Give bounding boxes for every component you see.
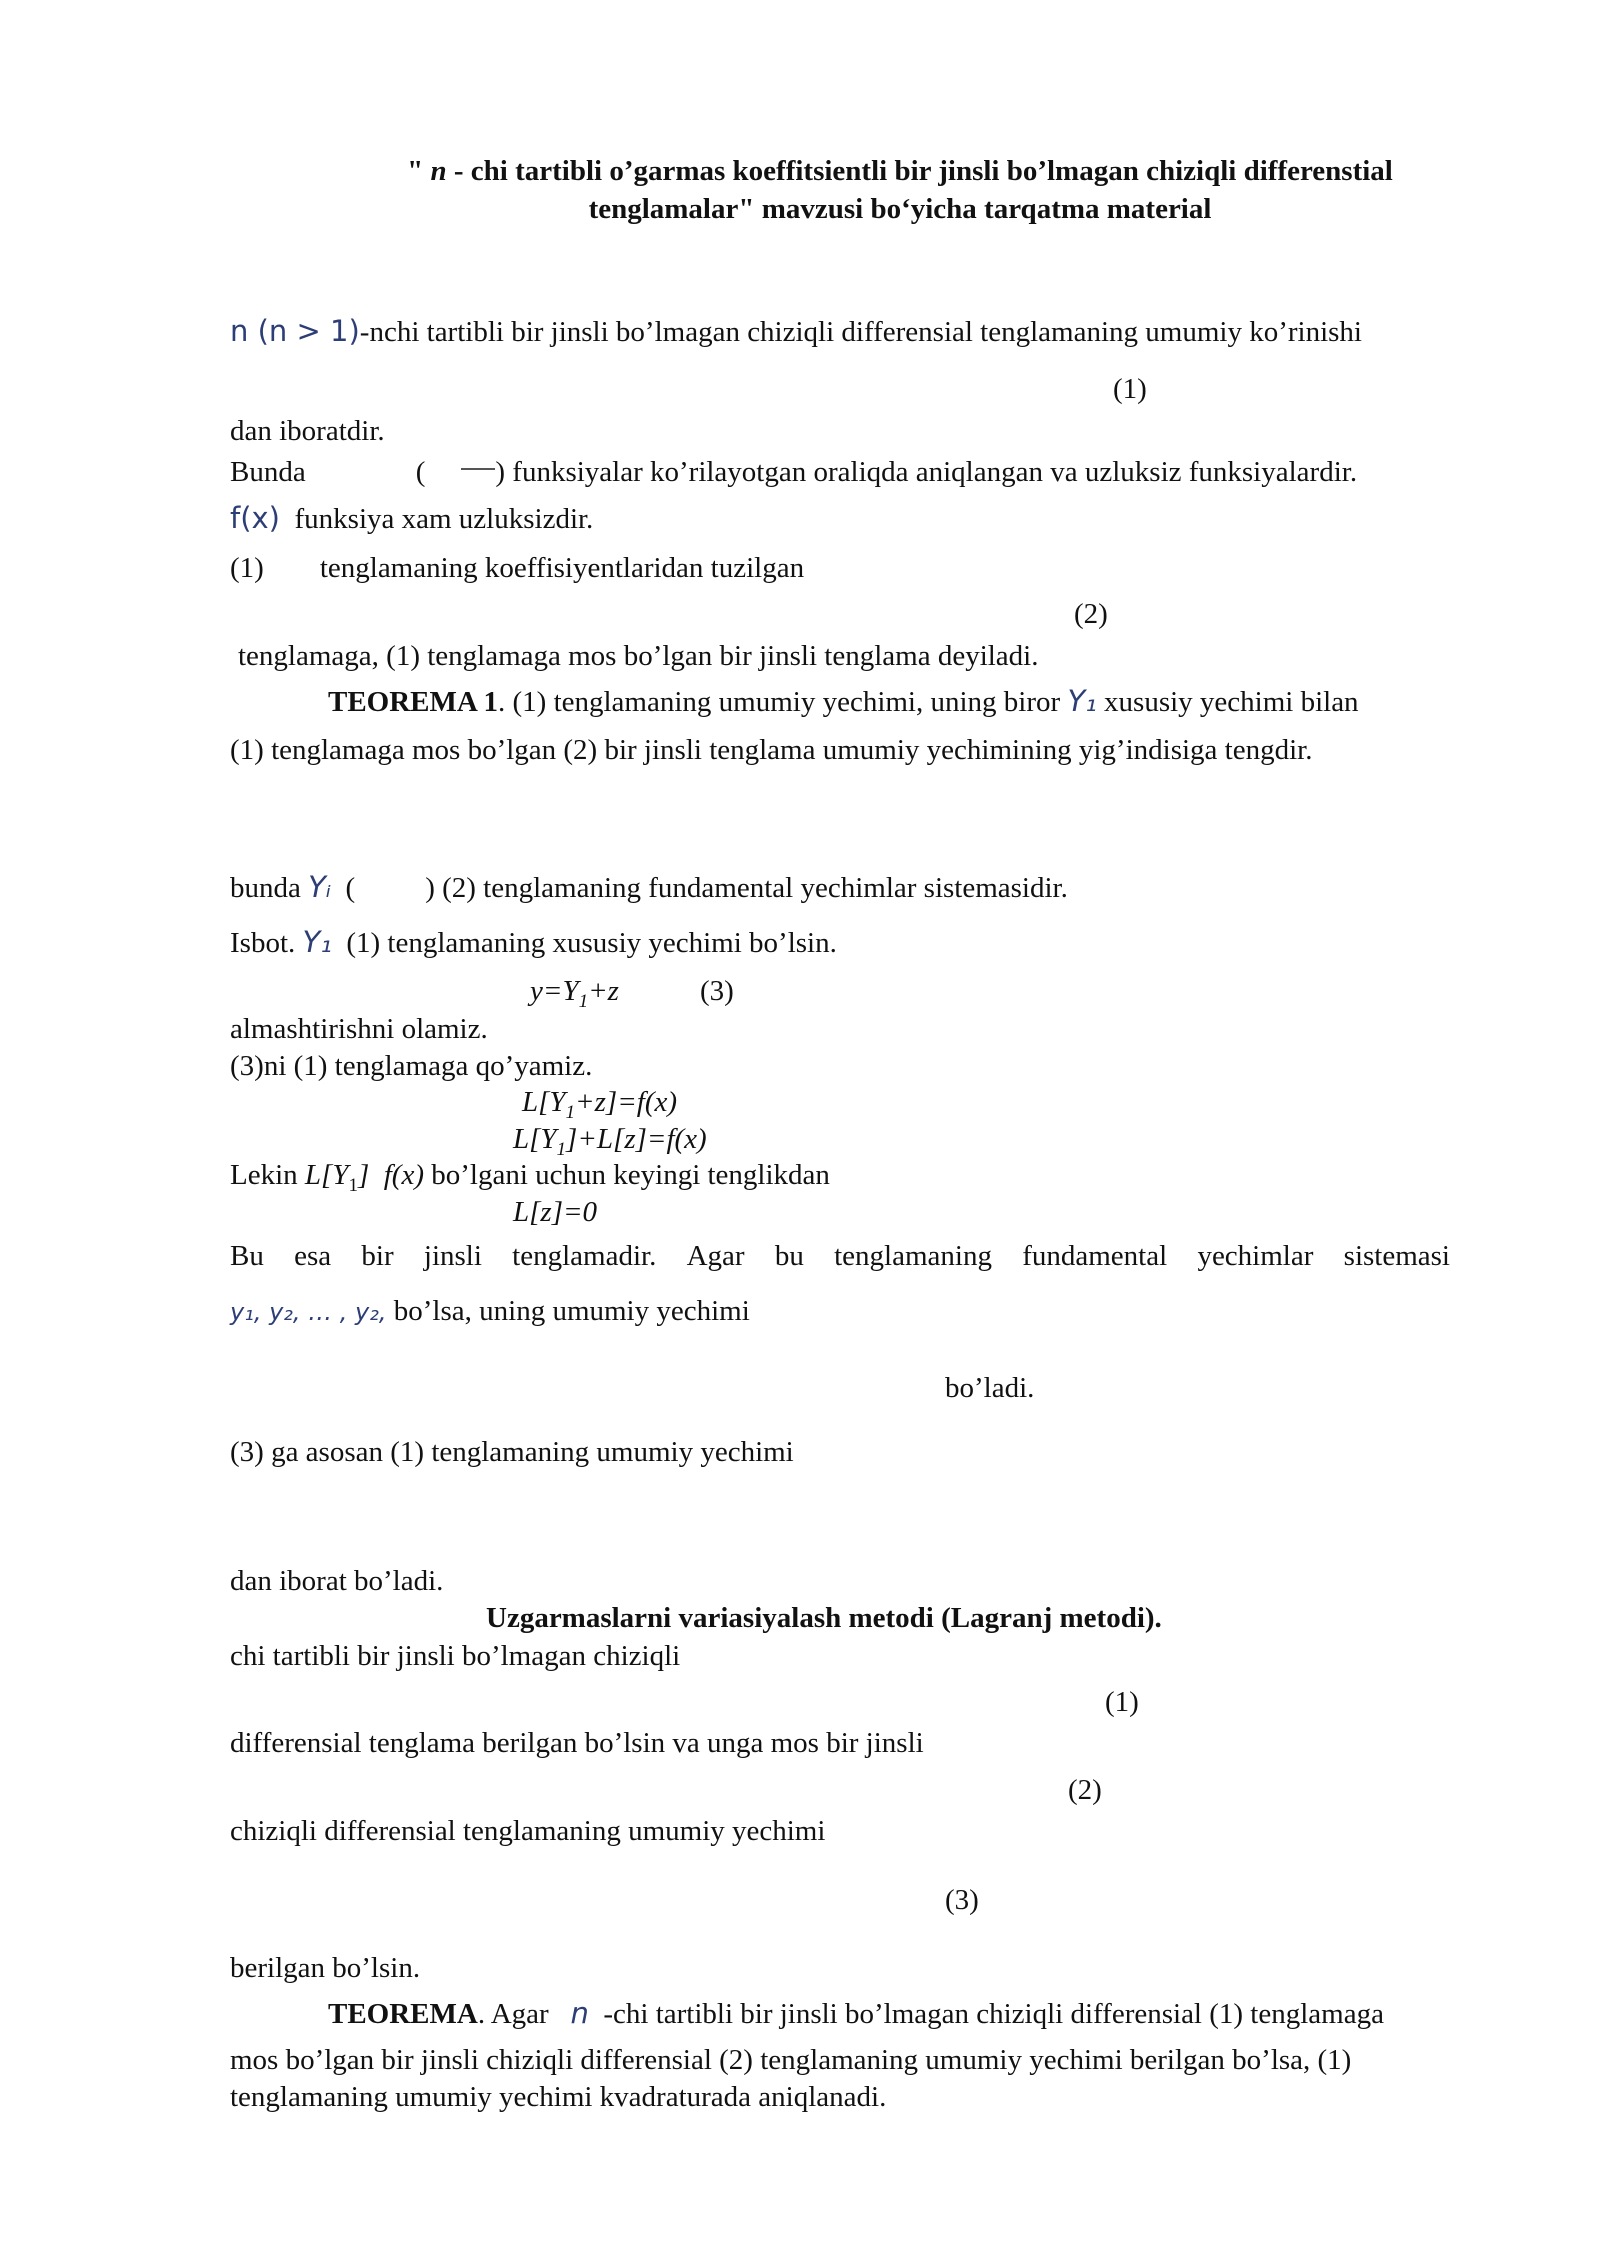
theorem-1-line-2: (1) tenglamaga mos bo’lgan (2) bir jinsli tenglama umumiy yechimining yig’indisiga tengdir. [230,734,1313,766]
lekin-text: bo’lgani uchun keyingi tenglikdan [431,1159,830,1191]
document-title-line-1 [230,152,1570,190]
theorem-2-line-2: mos bo’lgan bir jinsli chiziqli differensial (2) tenglamaning umumiy yechimi berilgan bo’lsa, (1) [230,2044,1352,2076]
eq5-a: L[Y [513,1123,557,1155]
paragraph-almashtirish: almashtirishni olamiz. [230,1013,488,1045]
theorem-2-line-1 [328,1995,1384,2032]
y1-y2-text: bo’lsa, uning umumiy yechimi [393,1295,750,1327]
equation-number-2b: (2) [1068,1774,1102,1806]
intro-text: -nchi tartibli bir jinsli bo’lmagan chiziqli differensial tenglamaning umumiy ko’rinishi [359,316,1362,348]
paragraph-koeff [230,550,804,586]
bunda-paren: ( [415,456,426,488]
paragraph-fx [230,500,593,537]
bunda-Yi-paren: ( [345,872,356,904]
word: sistemasi [1343,1240,1450,1272]
paragraph-berilgan: berilgan bo’lsin. [230,1952,421,1984]
formula-y1-yn: y₁, y₂, … , y₂, [230,1298,387,1326]
eq4-sub: 1 [565,1101,576,1123]
equation-number-1: (1) [1113,373,1147,405]
formula-n-gt-1: n (n > 1) [230,314,360,348]
theorem-1-text-b: xususiy yechimi bilan [1104,686,1359,718]
eq5-sub: 1 [556,1138,567,1160]
lekin-word: Lekin [230,1159,298,1191]
eq3-y: y=Y [530,975,579,1007]
equation-3 [530,973,619,1020]
isbot-word: Isbot. [230,927,296,959]
word: tenglamaning [834,1240,992,1272]
title-quote: " [407,155,431,187]
paragraph-dan-iboratdir: dan iboratdir. [230,415,385,447]
word: bu [774,1240,804,1272]
equation-6: L[z]=0 [513,1196,598,1228]
section-heading-lagranj: Uzgarmaslarni variasiyalash metodi (Lagranj metodi). [486,1602,1162,1634]
theorem-1-text-a: . (1) tenglamaning umumiy yechimi, uning biror [498,686,1061,718]
word: bir [361,1240,394,1272]
formula-Yi: Yᵢ [308,870,332,904]
equation-number-2: (2) [1074,598,1108,630]
theorem-1-label: TEOREMA 1 [328,686,498,718]
eq3-rest: +z [588,975,619,1007]
paragraph-dan-iborat-boladi: dan iborat bo’ladi. [230,1565,444,1597]
bunda-word: Bunda [230,456,306,488]
equation-number-3: (3) [700,975,734,1007]
paragraph-intro [230,313,1362,350]
formula-n: n [570,1996,589,2030]
title-variable-n: n [430,155,447,187]
koeff-text: tenglamaning koeffisiyentlaridan tuzilgan [319,552,805,584]
lekin-fx: f(x) [383,1159,424,1191]
overline-mark [461,468,495,480]
paragraph-bu-esa [230,1238,1450,1274]
theorem-1-line-1 [328,683,1359,720]
word: jinsli [423,1240,482,1272]
theorem-2-text-b: -chi tartibli bir jinsli bo’lmagan chiziqli differensial (1) tenglamaga [603,1998,1384,2030]
paragraph-chi-tartibli: chi tartibli bir jinsli bo’lmagan chiziqli [230,1640,681,1672]
word: Agar [686,1240,745,1272]
word: esa [294,1240,332,1272]
equation-number-1b: (1) [1105,1686,1139,1718]
paragraph-tenglamaga: tenglamaga, (1) tenglamaga mos bo’lgan bir jinsli tenglama deyiladi. [238,640,1039,672]
eq3-sub: 1 [578,990,589,1012]
lekin-L: L[Y [304,1159,349,1191]
lekin-sub: 1 [348,1174,358,1196]
document-title-line-2: tenglamalar" mavzusi bo‘yicha tarqatma material [588,193,1212,225]
isbot-text: (1) tenglamaning xususiy yechimi bo’lsin. [346,927,837,959]
theorem-2-text-a: . Agar [477,1998,549,2030]
formula-fx: f(x) [230,501,280,535]
word: Bu [230,1240,264,1272]
lekin-bracket: ] [357,1159,370,1191]
paragraph-3ni: (3)ni (1) tenglamaga qo’yamiz. [230,1050,593,1082]
eq4-a: L[Y [522,1086,566,1118]
paragraph-3-ga-asosan: (3) ga asosan (1) tenglamaning umumiy yechimi [230,1436,794,1468]
paragraph-isbot [230,924,837,961]
paragraph-y1-y2 [230,1293,750,1330]
paragraph-differensial-tenglama: differensial tenglama berilgan bo’lsin va unga mos bir jinsli [230,1727,924,1759]
bunda-Yi-text: ) (2) tenglamaning fundamental yechimlar sistemasidir. [425,872,1068,904]
formula-Y1-isbot: Y₁ [302,925,332,959]
word: tenglamadir. [512,1240,657,1272]
paragraph-bunda-Yi [230,869,1068,906]
paragraph-chiziqli-differensial: chiziqli differensial tenglamaning umumiy yechimi [230,1815,826,1847]
equation-number-3b: (3) [945,1884,979,1916]
koeff-num: (1) [230,552,264,584]
eq4-b: +z]=f(x) [575,1086,677,1118]
eq5-b: ]+L[z]=f(x) [566,1123,707,1155]
word: fundamental [1022,1240,1168,1272]
theorem-2-line-3: tenglamaning umumiy yechimi kvadraturada aniqlanadi. [230,2081,887,2113]
formula-Y1: Y₁ [1067,684,1097,718]
bunda-text: ) funksiyalar ko’rilayotgan oraliqda aniqlangan va uzluksiz funksiyalardir. [495,456,1358,488]
title-text: - chi tartibli o’garmas koeffitsientli bir jinsli bo’lmagan chiziqli differenstial [446,155,1393,187]
word: yechimlar [1197,1240,1314,1272]
paragraph-bunda [230,454,1357,490]
fx-text: funksiya xam uzluksizdir. [294,503,594,535]
bunda-Yi-word: bunda [230,872,301,904]
theorem-2-label: TEOREMA [328,1998,478,2030]
paragraph-boladi: bo’ladi. [945,1372,1035,1404]
